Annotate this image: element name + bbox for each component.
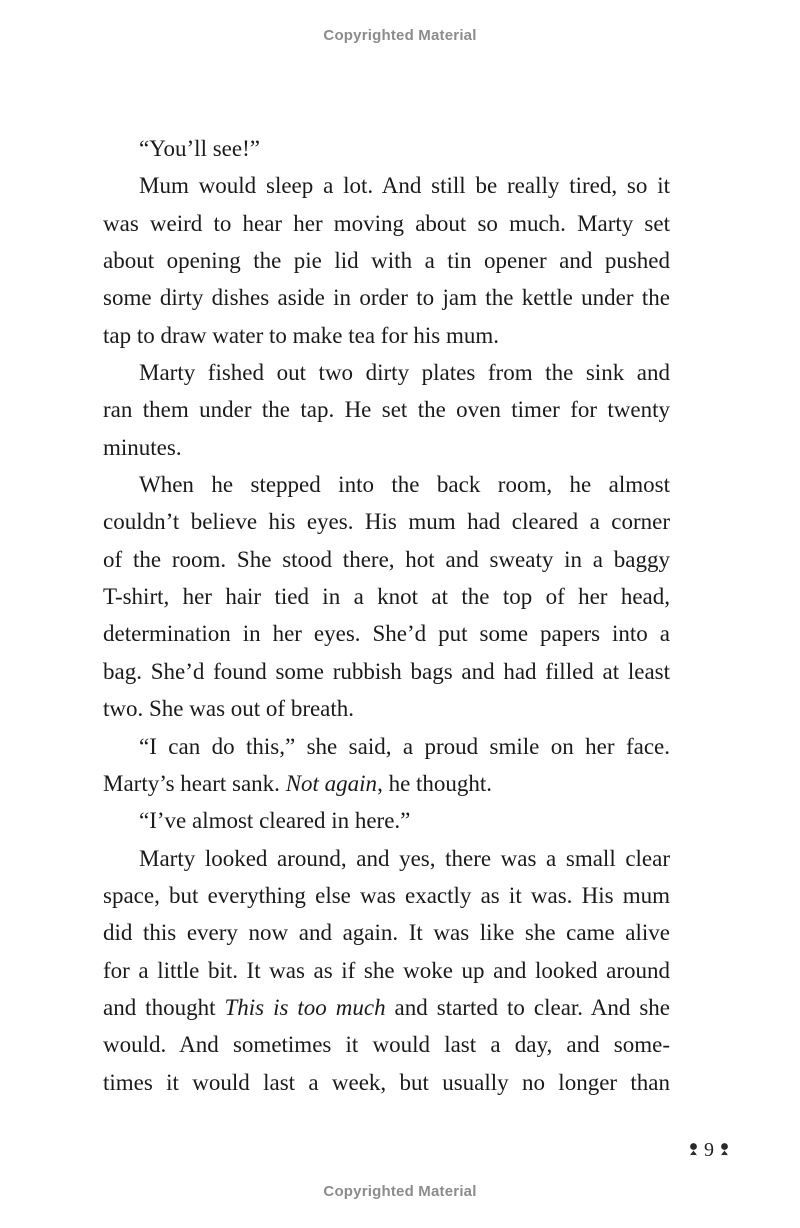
page-ornament-left-icon bbox=[688, 1142, 699, 1158]
text-line: Marty looked around, and yes, there was a small clear bbox=[139, 845, 670, 871]
text-line: and thought This is too much and started to clear. And she bbox=[103, 994, 670, 1020]
text-line: bag. She’d found some rubbish bags and had filled at least bbox=[103, 658, 670, 684]
text-line: two. She was out of breath. bbox=[103, 696, 355, 722]
text-line: ran them under the tap. He set the oven timer for twenty bbox=[103, 397, 670, 423]
text-line: minutes. bbox=[103, 434, 182, 460]
page-ornament-right-icon bbox=[719, 1142, 730, 1158]
text-line: “You’ll see!” bbox=[139, 136, 260, 161]
text-line: did this every now and again. It was like she came alive bbox=[103, 920, 670, 946]
text-line: was weird to hear her moving about so much. Marty set bbox=[103, 210, 670, 236]
page-text bbox=[103, 130, 670, 1101]
text-line: for a little bit. It was as if she woke up and looked around bbox=[103, 957, 670, 983]
text-line: Marty’s heart sank. Not again, he thought. bbox=[103, 770, 493, 796]
text-line: space, but everything else was exactly as it was. His mum bbox=[103, 882, 670, 908]
text-line: of the room. She stood there, hot and sweaty in a baggy bbox=[103, 546, 670, 572]
text-line: T-shirt, her hair tied in a knot at the top of her head, bbox=[103, 584, 670, 610]
page-number: 9 bbox=[704, 1139, 714, 1161]
text-line: tap to draw water to make tea for his mum. bbox=[103, 322, 499, 348]
text-line: Mum would sleep a lot. And still be really tired, so it bbox=[139, 173, 670, 199]
text-line: Marty fished out two dirty plates from the sink and bbox=[139, 360, 670, 386]
text-line: “I’ve almost cleared in here.” bbox=[139, 808, 411, 834]
copyright-notice-top: Copyrighted Material bbox=[323, 27, 477, 44]
text-line: some dirty dishes aside in order to jam the kettle under the bbox=[103, 285, 670, 311]
text-line: When he stepped into the back room, he almost bbox=[139, 472, 670, 498]
text-line: “I can do this,” she said, a proud smile on her face. bbox=[139, 733, 670, 759]
text-line: would. And sometimes it would last a day, and some- bbox=[103, 1032, 670, 1058]
text-line: couldn’t believe his eyes. His mum had cleared a corner bbox=[103, 509, 670, 535]
text-line: times it would last a week, but usually no longer than bbox=[103, 1069, 670, 1095]
text-line: determination in her eyes. She’d put some papers into a bbox=[103, 621, 670, 647]
text-line: about opening the pie lid with a tin opener and pushed bbox=[103, 248, 670, 274]
page-number-block bbox=[683, 1138, 735, 1162]
copyright-notice-bottom: Copyrighted Material bbox=[323, 1183, 477, 1200]
